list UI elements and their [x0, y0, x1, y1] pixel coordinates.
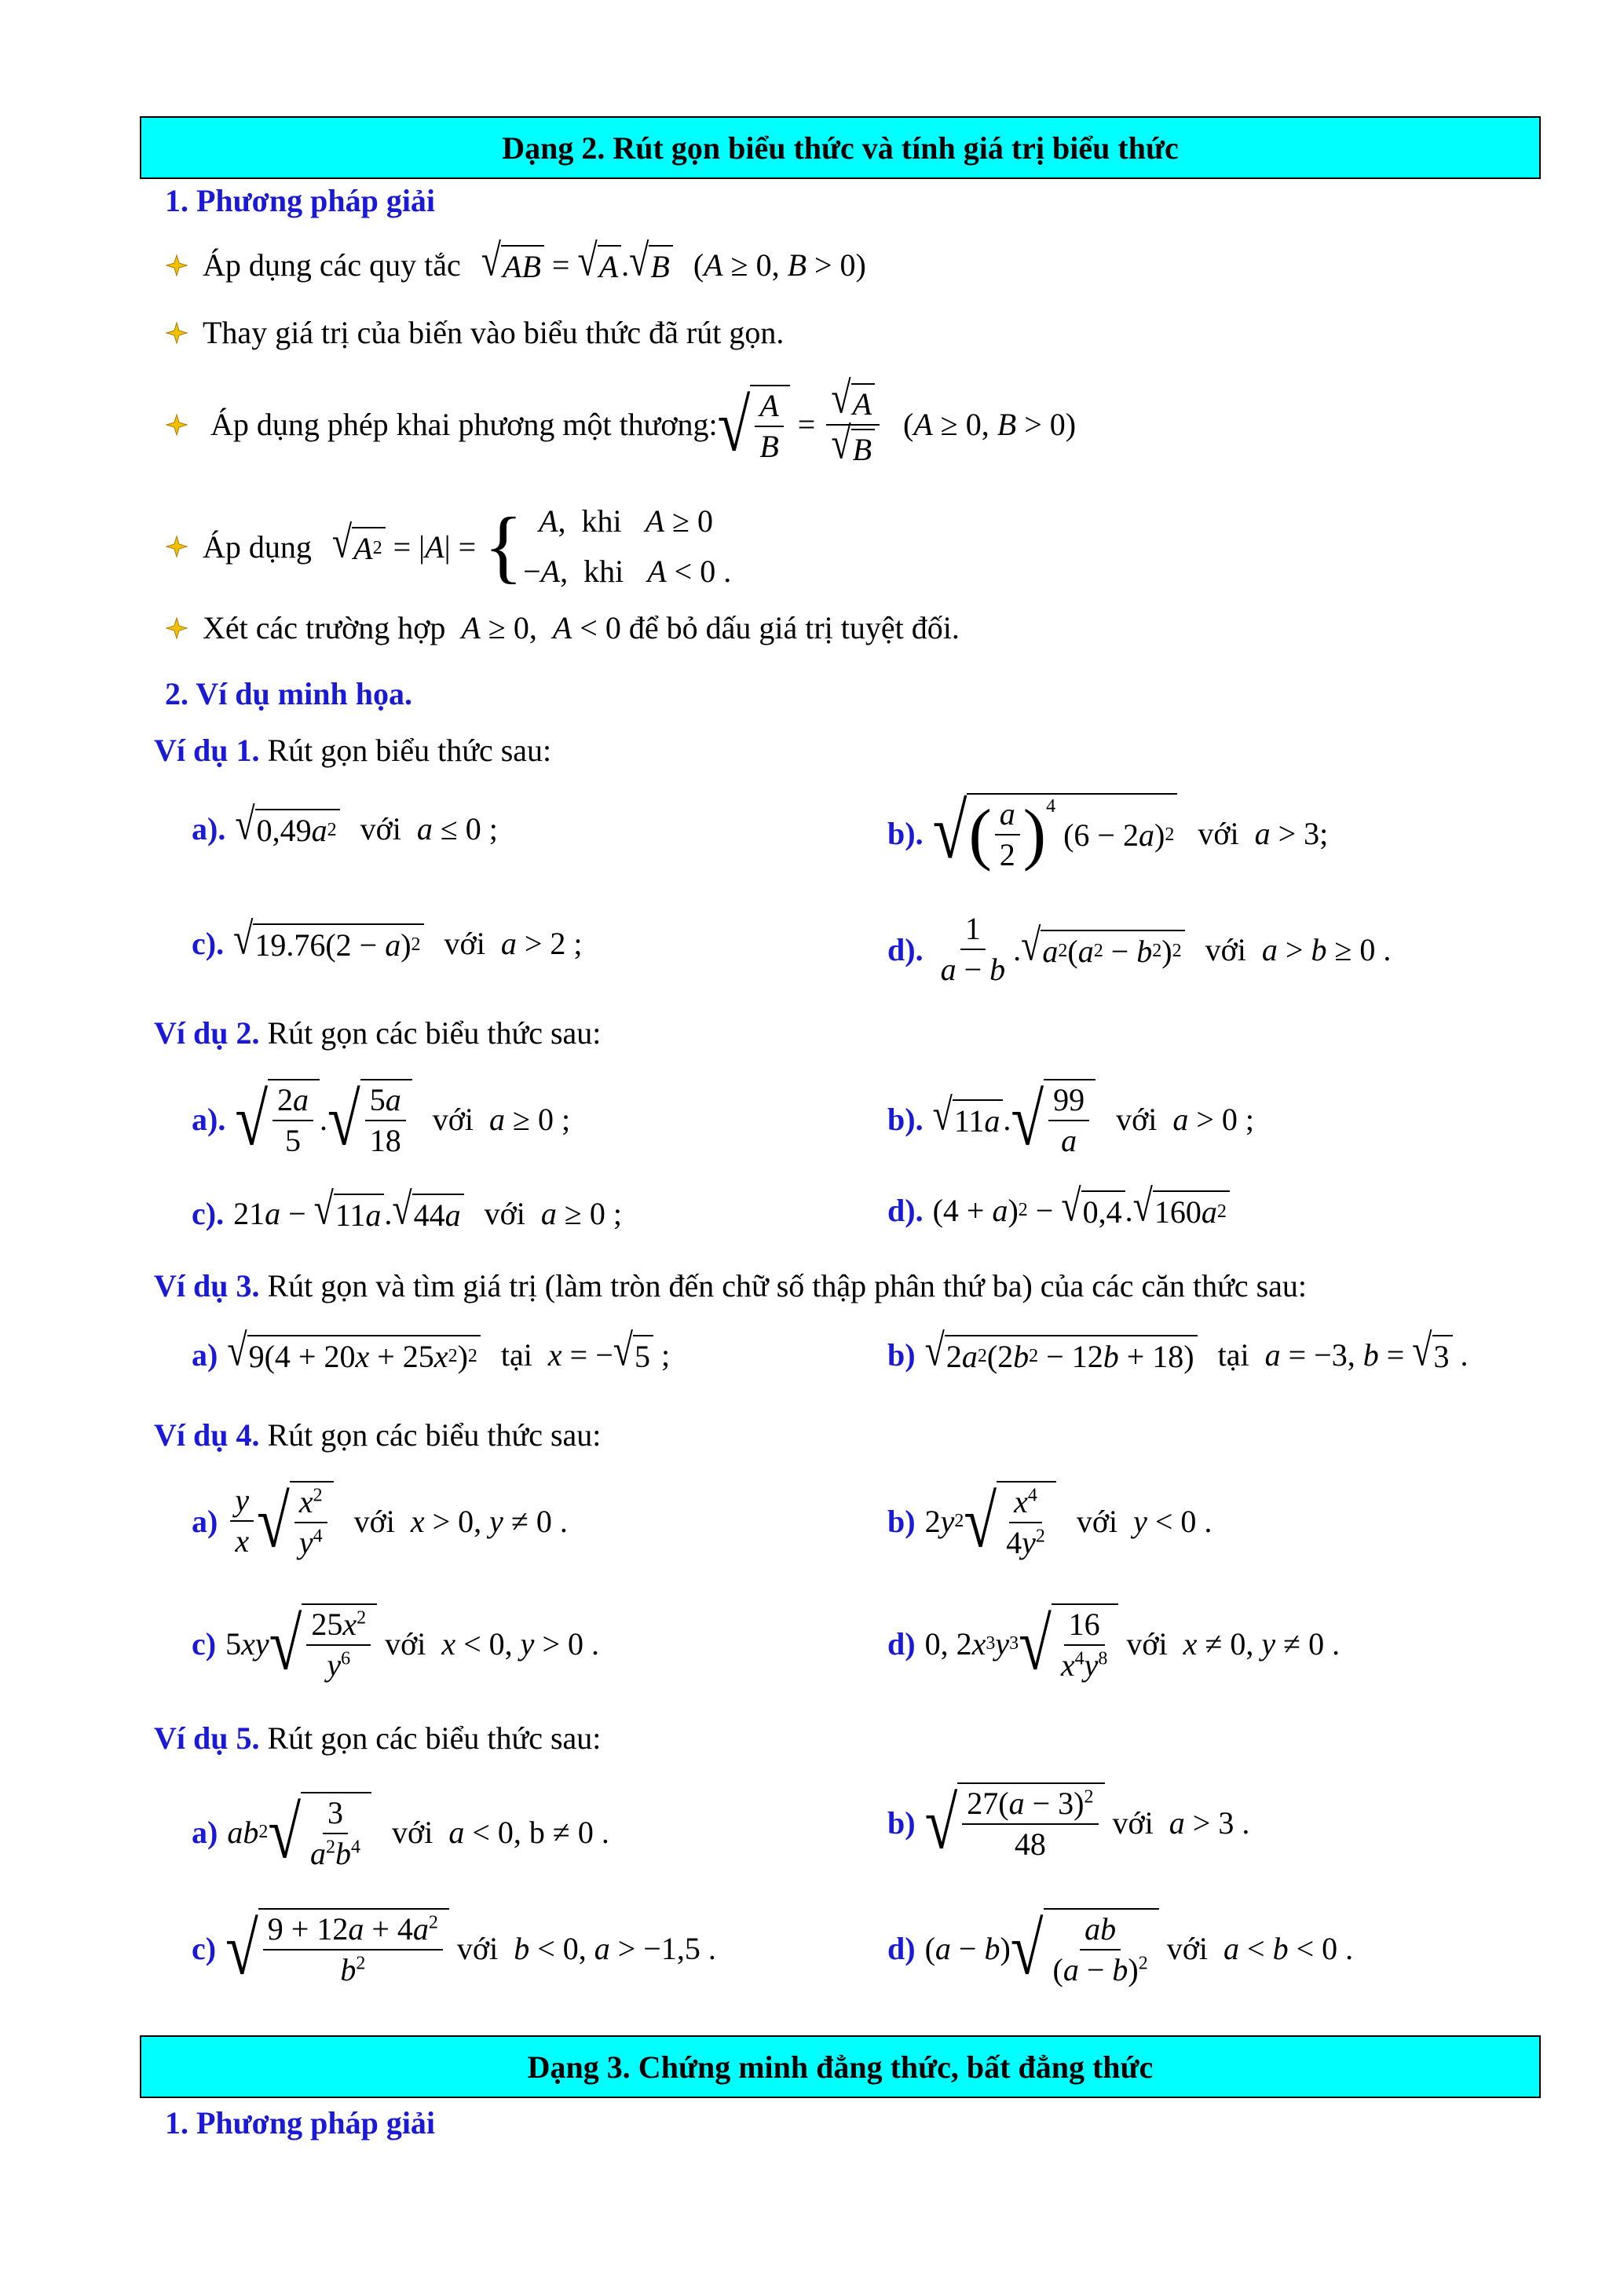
star-bullet-icon: [165, 616, 188, 640]
bullet-text: Áp dụng: [203, 528, 312, 565]
example-3-heading: Ví dụ 3. Rút gọn và tìm giá trị (làm tròn đến chữ số thập phân thứ ba) của các căn thức sau:: [154, 1268, 1308, 1303]
star-bullet-icon: [165, 254, 188, 277]
example-4-heading: Ví dụ 4. Rút gọn các biểu thức sau:: [154, 1417, 602, 1453]
bullet-thay-gia-tri: [165, 314, 784, 351]
bullet-text: Xét các trường hợp: [203, 610, 446, 645]
ex5-item-a: a) ab 2 √ $\frac{3}{a^2b^4}$ với a < 0, b ≠ 0 .: [192, 1791, 609, 1874]
bullet-text: Áp dụng phép khai phương một thương:: [210, 407, 718, 443]
bullet-ap-dung-tri-tuyet-doi: [165, 496, 731, 597]
bullet-quy-tac: [165, 235, 866, 285]
ex4-item-c: c) 5 xy √ $\frac{25x^2}{y^6}$ với x < 0, y > 0 .: [192, 1603, 599, 1686]
ex1-item-c: c). √ 19.76(2 − a ) 2 với a > 2 ;: [192, 913, 583, 963]
formula-sqrt-ab: √ AB = √ A . √ B ( A ≥ 0, B > 0): [481, 235, 866, 285]
ex1-item-a: a). √ 0,49 a 2 với a ≤ 0 ;: [192, 799, 498, 849]
section-banner-dang-2: Dạng 2. Rút gọn biểu thức và tính giá trị biểu thức: [140, 116, 1541, 179]
ex4-item-a: a) $\frac{y}{x}$ √ $\frac{x^2}{y^4}$ với x > 0, y ≠ 0 .: [192, 1480, 568, 1563]
section-banner-dang-3: Dạng 3. Chứng minh đẳng thức, bất đẳng thức: [140, 2035, 1541, 2098]
bullet-khai-phuong-thuong: [165, 372, 1077, 468]
formula-abs: √ A 2 = | A | = { A, khi A ≥ 0 −A, khi A < 0 .: [331, 501, 732, 591]
ex2-item-d: d). (4 + a ) 2 − √ 0,4 . √ 160 a 2: [887, 1190, 1230, 1230]
example-5-heading: Ví dụ 5. Rút gọn các biểu thức sau:: [154, 1720, 602, 1756]
heading-phuong-phap-giai: 1. Phương pháp giải: [165, 183, 436, 218]
ex2-item-c: c). 21 a − √ 11 a . √ 44 a với a ≥ 0 ;: [192, 1183, 622, 1234]
star-bullet-icon: [165, 535, 188, 558]
star-bullet-icon: [165, 321, 188, 345]
formula-quotient: √ $\frac{A}{B}$ = √ A √ B ( A ≥ 0, B > 0): [717, 372, 1077, 468]
heading-vi-du-minh-hoa: 2. Ví dụ minh họa.: [165, 676, 412, 711]
heading-phuong-phap-giai-3: 1. Phương pháp giải: [165, 2105, 436, 2141]
ex2-item-a: a). √ $\frac{2a}{5}$ . √ $\frac{5a}{18}$ với a ≥ 0 ;: [192, 1078, 571, 1161]
example-1-heading: Ví dụ 1. Rút gọn biểu thức sau:: [154, 733, 552, 768]
ex1-item-d: d). $\frac{1}{a - b}$ . √ a 2 ( a 2 − b 2 ) 2 với a > b ≥ 0 .: [887, 911, 1392, 987]
ex1-item-b: b). √ ( $\frac{a}{2}$ ) $^4$ (6 − 2 a ) 2 với a > 3;: [887, 788, 1329, 876]
bullet-text: Thay giá trị của biến vào biểu thức đã rút gọn.: [203, 315, 785, 350]
ex5-item-c: c) √ $\frac{9 + 12a + 4a^2}{b^2}$ với b < 0, a > −1,5 .: [192, 1907, 716, 1991]
ex2-item-b: b). √ 11 a . √ $\frac{99}{a}$ với a > 0 ;: [887, 1078, 1254, 1161]
bullet-text: để bỏ dấu giá trị tuyệt đối.: [628, 610, 960, 645]
bullet-text: Áp dụng các quy tắc: [203, 247, 461, 283]
ex4-item-d: d) 0, 2 x 3 y 3 √ $\frac{16}{x^4y^8}$ với x ≠ 0, y ≠ 0 .: [887, 1603, 1341, 1686]
bullet-xet-truong-hop: Xét các trường hợp A ≥ 0, A < 0 để bỏ dấu giá trị tuyệt đối.: [165, 609, 960, 646]
star-bullet-icon: [165, 413, 188, 437]
ex4-item-b: b) 2 y 2 √ $\frac{x^4}{4y^2}$ với y < 0 .: [887, 1480, 1213, 1563]
ex3-item-b: b) √ 2 a 2 (2 b 2 − 12 b + 18) tại a = −3, b = √ 3 .: [887, 1325, 1469, 1375]
ex3-item-a: a) √ 9(4 + 20 x + 25 x 2 ) 2 tại x = − √ 5 ;: [192, 1325, 671, 1375]
example-2-heading: Ví dụ 2. Rút gọn các biểu thức sau:: [154, 1015, 602, 1051]
ex5-item-d: d) ( a − b ) √ $\frac{ab}{(a - b)^2}$ với a < b < 0 .: [887, 1907, 1354, 1991]
ex5-item-b: b) √ $\frac{27(a - 3)^2}{48}$ với a > 3 .: [887, 1782, 1250, 1865]
